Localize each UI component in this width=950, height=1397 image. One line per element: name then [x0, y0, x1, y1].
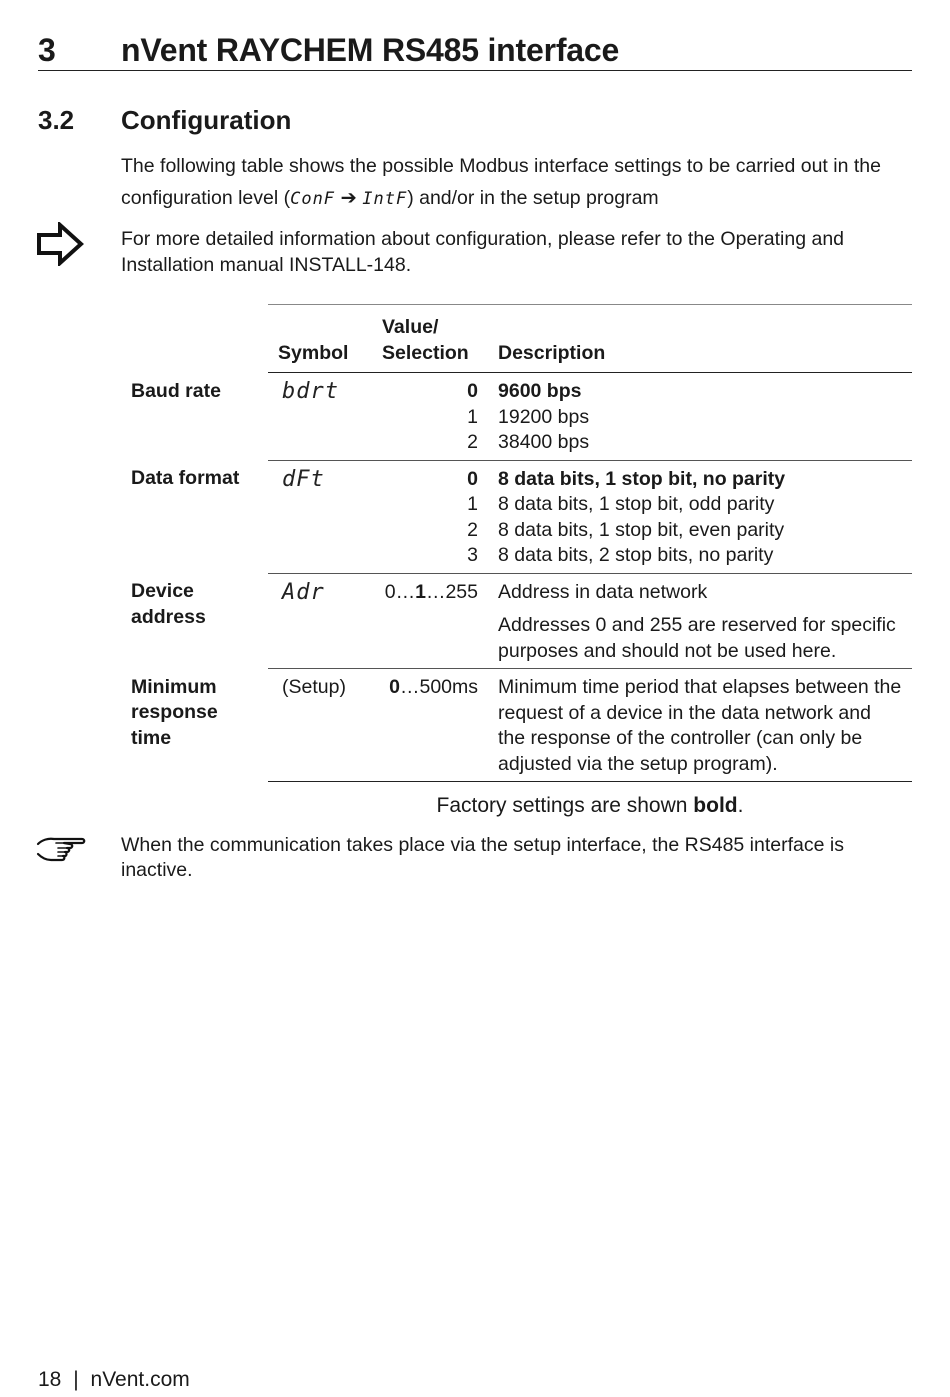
descriptions-baud-rate: 9600 bps 19200 bps 38400 bps [488, 373, 912, 461]
description-minimum-response-time: Minimum time period that elapses between the request of a device in the data network and the response of the controller (can only be adjusted via the setup program). [488, 669, 912, 782]
table-row-minimum-response-time [120, 669, 912, 782]
page-footer [38, 1366, 190, 1394]
symbol-bdrt: bdrt [268, 373, 372, 461]
table-row-baud-rate [120, 373, 912, 461]
header-description: Description [488, 305, 912, 373]
intro-paragraph [121, 150, 881, 215]
footer-separator: | [73, 1368, 79, 1391]
section-number: 3.2 [38, 105, 75, 135]
values-baud-rate: 0 1 2 [372, 373, 488, 461]
param-minimum-response-time: Minimum response time [131, 675, 218, 749]
note-text: For more detailed information about configuration, please refer to the Operating and Installation manual INSTALL-148. [121, 228, 845, 276]
symbol-dft: dFt [268, 460, 372, 573]
section-title: Configuration [121, 105, 292, 135]
intf-code: IntF [362, 189, 408, 209]
table-row-device-address [120, 573, 912, 669]
table-row-data-format [120, 460, 912, 573]
header-value: Value/ Selection [372, 305, 488, 373]
value-minimum-response-time: 0…500ms [372, 669, 488, 782]
intro-text-1: The following table shows the possible Modbus interface settings to be carried out in the configuration level ( [121, 155, 881, 209]
symbol-adr: Adr [268, 573, 372, 669]
intro-text-2: ) and/or in the setup program [407, 187, 659, 209]
conf-code: ConF [290, 189, 336, 209]
arrow-right-icon [36, 222, 84, 266]
intro-arrow: ➔ [335, 187, 363, 209]
footer-link[interactable]: nVent.com [90, 1368, 190, 1391]
values-data-format: 0 1 2 3 [372, 460, 488, 573]
table-header-row [120, 305, 912, 373]
symbol-setup: (Setup) [268, 669, 372, 782]
pointing-hand-icon [36, 834, 88, 864]
header-blank [120, 305, 268, 373]
chapter-number: 3 [38, 32, 56, 68]
table-caption: Factory settings are shown bold. [436, 794, 744, 817]
chapter-title: nVent RAYCHEM RS485 interface [121, 32, 620, 68]
value-device-address: 0…1…255 [372, 573, 488, 669]
param-device-address: Device address [131, 580, 206, 628]
description-device-address: Address in data network Addresses 0 and 255 are reserved for specific purposes and should not be used here. [488, 573, 912, 669]
configuration-table [120, 304, 912, 782]
param-baud-rate: Baud rate [131, 379, 221, 402]
page-number: 18 [38, 1368, 62, 1391]
chapter-heading [38, 30, 912, 71]
param-data-format: Data format [131, 467, 240, 489]
header-symbol: Symbol [268, 305, 372, 373]
descriptions-data-format: 8 data bits, 1 stop bit, no parity 8 data bits, 1 stop bit, odd parity 8 data bits, 1 stop bit, even parity 8 data bits, 2 stop bits, no parity [488, 460, 912, 573]
hint-text: When the communication takes place via the setup interface, the RS485 interface is inactive. [121, 834, 844, 881]
